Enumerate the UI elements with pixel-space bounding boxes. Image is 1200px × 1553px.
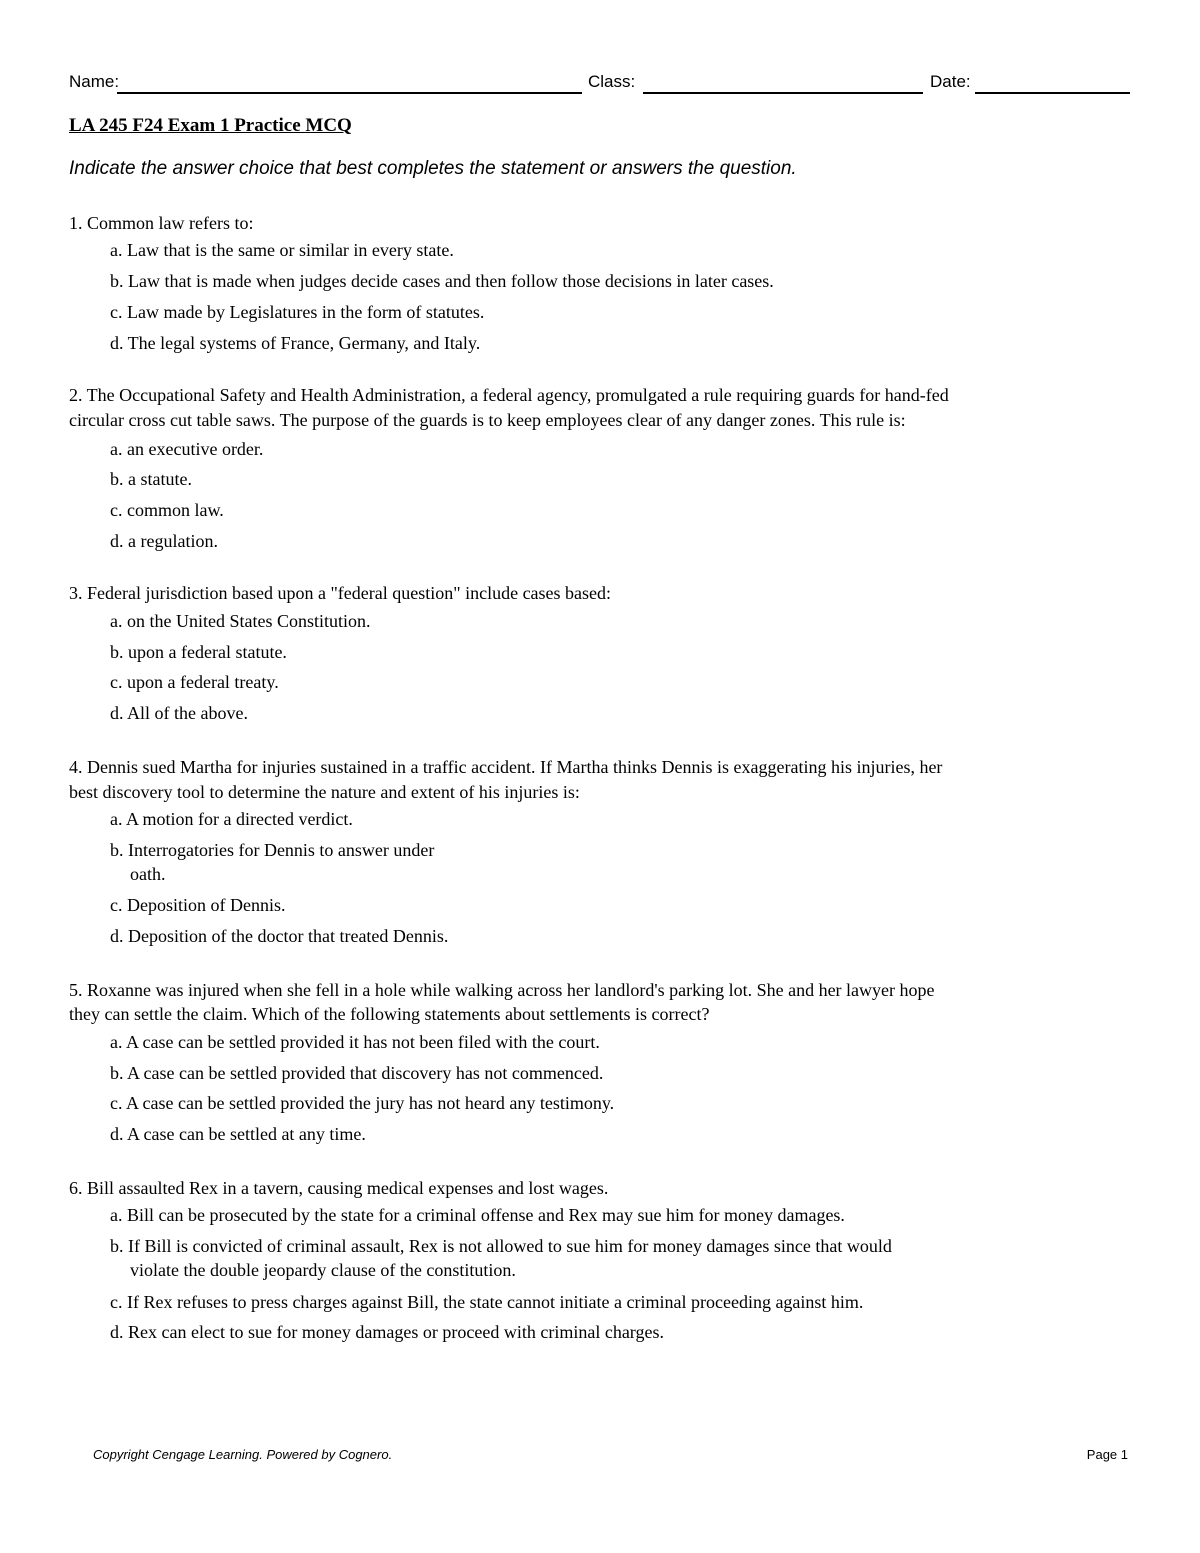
question-6-stem: 6. Bill assaulted Rex in a tavern, causing medical expenses and lost wages. xyxy=(69,1178,609,1198)
question-3-choice-a: a. on the United States Constitution. xyxy=(110,611,371,631)
question-1-choice-d: d. The legal systems of France, Germany, and Italy. xyxy=(110,333,481,353)
question-2-choice-d: d. a regulation. xyxy=(110,531,218,551)
question-2-stem: circular cross cut table saws. The purpose of the guards is to keep employees clear of any danger zones. This rule is: xyxy=(69,410,906,430)
name-blank-line xyxy=(117,92,582,94)
question-1-choice-b: b. Law that is made when judges decide cases and then follow those decisions in later cases. xyxy=(110,271,774,291)
question-6-choice-a: a. Bill can be prosecuted by the state for a criminal offense and Rex may sue him for money damages. xyxy=(110,1205,845,1225)
question-4-stem: best discovery tool to determine the nature and extent of his injuries is: xyxy=(69,782,580,802)
name-label: Name: xyxy=(69,72,120,91)
question-2-choice-c: c. common law. xyxy=(110,500,224,520)
question-5-choice-c: c. A case can be settled provided the jury has not heard any testimony. xyxy=(110,1093,615,1113)
question-2-choice-b: b. a statute. xyxy=(110,469,192,489)
question-2-choice-a: a. an executive order. xyxy=(110,439,264,459)
question-1-choice-a: a. Law that is the same or similar in every state. xyxy=(110,240,454,260)
copyright-footer: Copyright Cengage Learning. Powered by Cognero. xyxy=(93,1447,393,1462)
question-1-stem: 1. Common law refers to: xyxy=(69,213,254,233)
question-4-choice-d: d. Deposition of the doctor that treated Dennis. xyxy=(110,926,449,946)
question-4-choice-a: a. A motion for a directed verdict. xyxy=(110,809,353,829)
class-label: Class: xyxy=(588,72,636,91)
question-4-stem: 4. Dennis sued Martha for injuries sustained in a traffic accident. If Martha thinks Dennis is exaggerating his injuries, her xyxy=(69,757,943,777)
question-3-choice-d: d. All of the above. xyxy=(110,703,248,723)
question-3-choice-b: b. upon a federal statute. xyxy=(110,642,287,662)
question-6-choice-b: violate the double jeopardy clause of the constitution. xyxy=(130,1260,516,1280)
question-5-stem: 5. Roxanne was injured when she fell in a hole while walking across her landlord's parking lot. She and her lawyer hope xyxy=(69,980,935,1000)
page-number: Page 1 xyxy=(1086,1447,1128,1462)
question-4-choice-b: oath. xyxy=(130,864,166,884)
question-3-choice-c: c. upon a federal treaty. xyxy=(110,672,279,692)
question-6-choice-d: d. Rex can elect to sue for money damages or proceed with criminal charges. xyxy=(110,1322,664,1342)
date-label: Date: xyxy=(930,72,971,91)
question-2-stem: 2. The Occupational Safety and Health Administration, a federal agency, promulgated a rule requiring guards for hand-fed xyxy=(69,385,949,405)
question-4-choice-b: b. Interrogatories for Dennis to answer under xyxy=(110,840,435,860)
class-blank-line xyxy=(643,92,923,94)
question-6-choice-b: b. If Bill is convicted of criminal assault, Rex is not allowed to sue him for money damages since that would xyxy=(110,1236,892,1256)
question-6-choice-c: c. If Rex refuses to press charges against Bill, the state cannot initiate a criminal proceeding against him. xyxy=(110,1292,864,1312)
instructions: Indicate the answer choice that best completes the statement or answers the question. xyxy=(69,158,797,179)
question-5-choice-d: d. A case can be settled at any time. xyxy=(110,1124,366,1144)
question-1-choice-c: c. Law made by Legislatures in the form of statutes. xyxy=(110,302,485,322)
date-blank-line xyxy=(975,92,1130,94)
question-5-stem: they can settle the claim. Which of the following statements about settlements is correct? xyxy=(69,1004,710,1024)
question-5-choice-b: b. A case can be settled provided that discovery has not commenced. xyxy=(110,1063,604,1083)
question-3-stem: 3. Federal jurisdiction based upon a "federal question" include cases based: xyxy=(69,583,612,603)
question-4-choice-c: c. Deposition of Dennis. xyxy=(110,895,286,915)
question-5-choice-a: a. A case can be settled provided it has not been filed with the court. xyxy=(110,1032,600,1052)
exam-title: LA 245 F24 Exam 1 Practice MCQ xyxy=(69,115,352,136)
